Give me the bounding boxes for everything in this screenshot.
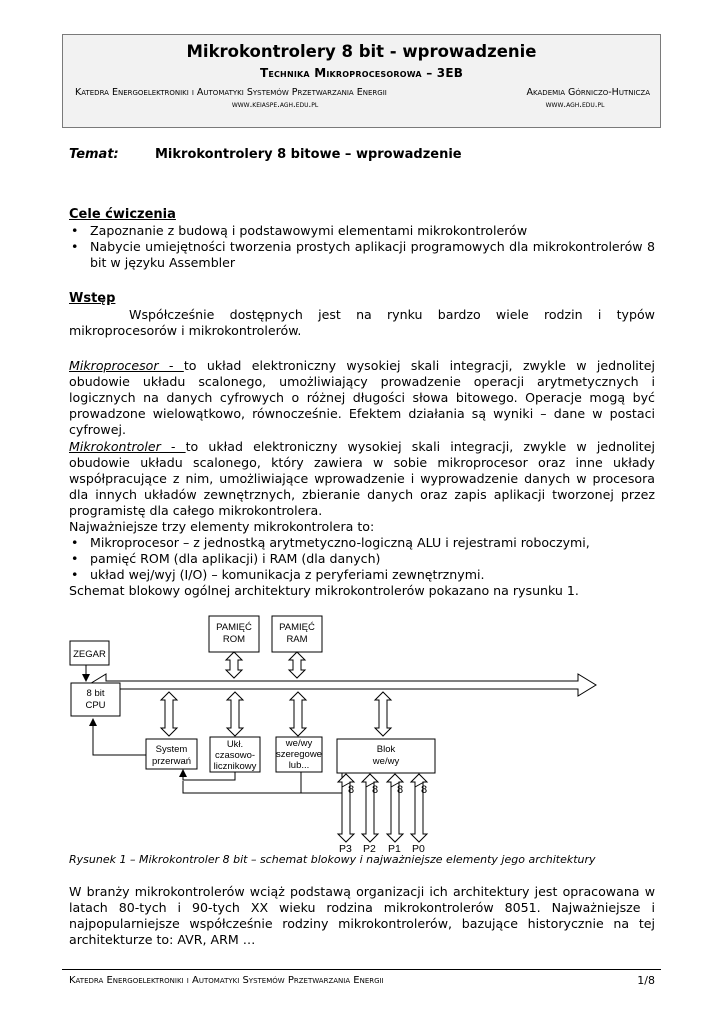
goals-heading: Cele ćwiczenia [69,207,176,222]
clock-label: ZEGAR [73,649,106,660]
interrupt-label-line1: System [155,744,188,755]
serial-label-line3: lub... [288,760,310,771]
ram-bus-arrow [289,652,305,678]
topic-value: Mikrokontrolery 8 bitowe – wprowadzenie [155,147,462,162]
course-name: Technika Mikroprocesorowa – 3EB [259,66,464,80]
port-width-label: 8 [421,784,428,796]
microprocessor-definition [69,358,655,438]
department-url[interactable]: www.keiaspe.agh.edu.pl [231,100,319,110]
timer-label-line1: Ukł. [226,739,244,750]
elements-list [69,535,655,583]
footer-department: Katedra Energoelektroniki i Automatyki Systemów Przetwarzania Energii [69,975,384,986]
closing-paragraph: W branży mikrokontrolerów wciąż podstawą organizacji ich architektury jest opracowana w latach 80-tych i 90-tych XX wieku rodzina mikrokontrolerów 8051. Najważniejsze i najpopularniejsze współcześnie rodziny mikrokontrolerów, bazujące historycznie na tej architekturze to: AVR, ARM … [69,884,655,947]
document-header [62,34,661,128]
department-block [75,87,475,111]
intro-paragraph: Współcześnie dostępnych jest na rynku bardzo wiele rodzin i typów mikroprocesorów i mikrokontrolerów. [69,307,655,338]
block-diagram [62,612,662,857]
topic-label: Temat: [69,147,119,162]
university-block [480,87,650,111]
serial-bus-arrow [290,692,306,736]
list-item: • pamięć ROM (dla aplikacji) i RAM (dla danych) [69,551,655,567]
microprocessor-term: Mikroprocesor - [69,358,184,373]
serial-label-line2: szeregowe [276,749,322,760]
microcontroller-section [69,439,655,599]
io-block-label-line1: Blok [376,744,396,755]
interrupt-to-cpu-line [93,719,146,755]
port-label-p2: P2 [363,843,376,855]
ram-label-line1: PAMIĘĆ [279,622,315,633]
microcontroller-term: Mikrokontroler - [69,439,186,454]
intro-section [69,291,655,339]
data-bus [88,674,596,696]
list-item: • Zapoznanie z budową i podstawowymi elementami mikrokontrolerów [69,223,655,239]
footer-divider [62,969,661,970]
microcontroller-text: to układ elektroniczny wysokiej skali integracji, zwykle w jednolitej obudowie układu scalonego, który zawiera w sobie mikroprocesor oraz inne układy współpracujące z nim, umożliwiające wprowadzenie i wyprowadzenie danych w procesora dla innych układów zewnętrznych, zbieranie danych oraz zapis aplikacji tworzonej przez programistę dla całego mikrokontrolera. [69,439,655,518]
rom-label-line1: PAMIĘĆ [216,622,252,633]
document-title: Mikrokontrolery 8 bit - wprowadzenie [186,42,537,61]
goals-section [69,207,655,271]
schema-note: Schemat blokowy ogólnej architektury mikrokontrolerów pokazano na rysunku 1. [69,583,579,598]
serial-label-line1: we/wy [285,738,313,749]
university-name: Akademia Górniczo-Hutnicza [526,87,650,98]
page-number: 1/8 [637,974,655,987]
figure-caption: Rysunek 1 – Mikrokontroler 8 bit – schemat blokowy i najważniejsze elementy jego architektury [69,853,596,866]
intro-heading: Wstęp [69,291,116,306]
timer-label-line2: czasowo- [214,750,256,761]
cpu-label-line2: CPU [85,700,106,711]
university-url[interactable]: www.agh.edu.pl [545,100,605,110]
io-to-interrupt-line [183,773,342,793]
irq-bus-arrow [161,692,177,736]
microcontroller-definition [69,439,655,519]
list-item: • Nabycie umiejętności tworzenia prostych aplikacji programowych dla mikrokontrolerów 8 bit w języku Assembler [69,239,655,271]
interrupt-label-line2: przerwań [151,756,192,767]
elements-intro: Najważniejsze trzy elementy mikrokontrolera to: [69,519,375,534]
port-width-label: 8 [348,784,355,796]
port-width-label: 8 [397,784,404,796]
rom-bus-arrow [226,652,242,678]
port-label-p1: P1 [388,843,401,855]
goals-list [69,223,655,271]
port-label-p3: P3 [339,843,352,855]
port-label-p0: P0 [412,843,425,855]
timer-bus-arrow [227,692,243,736]
ram-label-line2: RAM [286,634,308,645]
io-bus-arrow [375,692,391,736]
list-item: • układ wej/wyj (I/O) – komunikacja z peryferiami zewnętrznymi. [69,567,655,583]
microprocessor-text: to układ elektroniczny wysokiej skali integracji, zwykle w jednolitej obudowie układu scalonego, umożliwiający prowadzenie operacji arytmetycznych i logicznych na danych cyfrowych o różnej długości słowa bitowego. Operacje mogą być prowadzone wielowątkowo, równocześnie. Efektem działania są wyniki – dane w postaci cyfrowej. [69,358,655,437]
cpu-label-line1: 8 bit [86,688,105,699]
department-name: Katedra Energoelektroniki i Automatyki Systemów Przetwarzania Energii [75,87,387,98]
list-item: • Mikroprocesor – z jednostką arytmetyczno-logiczną ALU i rejestrami roboczymi, [69,535,655,551]
timer-label-line3: licznikowy [213,761,257,772]
io-block-label-line2: we/wy [372,756,400,767]
port-width-label: 8 [372,784,379,796]
rom-label-line2: ROM [222,634,246,645]
